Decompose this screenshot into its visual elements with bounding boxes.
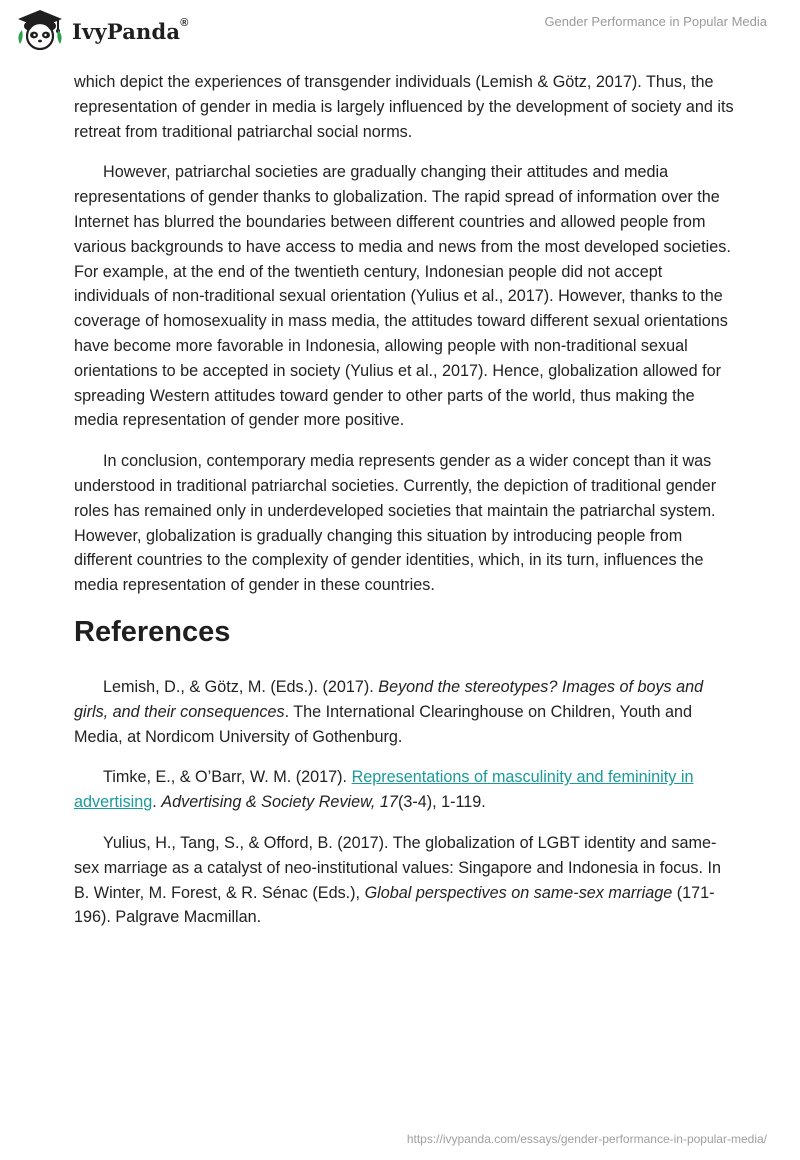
document-title: Gender Performance in Popular Media (544, 14, 767, 29)
reference-item: Timke, E., & O’Barr, W. M. (2017). Representations of masculinity and femininity in advertising. Advertising & Society Review, 17(3-4), 1-119. (74, 768, 694, 812)
reference-link[interactable]: Representations of masculinity and femininity in advertising (74, 768, 694, 812)
paragraph-continued: which depict the experiences of transgender individuals (Lemish & Götz, 2017). Thus, the representation of gender in media is largely influenced by the development of society and its retreat from traditional patriarchal social norms. (74, 73, 734, 141)
reference-item: Yulius, H., Tang, S., & Offord, B. (2017). The globalization of LGBT identity and same-sex marriage as a catalyst of neo-institutional values: Singapore and Indonesia in focus. In B. Winter, M. Forest, & R. Sénac (Eds.), Global perspectives on same-sex marriage (171-196). Palgrave Macmillan. (74, 833, 721, 927)
reference-item: Lemish, D., & Götz, M. (Eds.). (2017). Beyond the stereotypes? Images of boys and girls, and their consequences. The International Clearinghouse on Children, Youth and Media, at Nordicom University of Gothenburg. (74, 677, 704, 746)
essay-content (74, 70, 734, 946)
paragraph-conclusion: In conclusion, contemporary media represents gender as a wider concept than it was understood in traditional patriarchal societies. Currently, the depiction of traditional gender roles has remained only in underdeveloped societies that maintain the patriarchal system. However, globalization is gradually changing this situation by introducing people from different countries to the complexity of gender identities, which, in its turn, influences the media representation of gender in these countries. (74, 452, 717, 595)
page-header (0, 0, 800, 60)
logo-wordmark: IvyPanda® (72, 16, 189, 44)
panda-logo-icon (14, 8, 66, 54)
paragraph-globalization: However, patriarchal societies are gradually changing their attitudes and media representations of gender thanks to globalization. The rapid spread of information over the Internet has blurred the boundaries between different countries and allowed people from various backgrounds to have access to media and news from the most developed societies. For example, at the end of the twentieth century, Indonesian people did not accept individuals of non-traditional sexual orientation (Yulius et al., 2017). However, thanks to the coverage of homosexuality in mass media, the attitudes toward different sexual orientations have become more favorable in Indonesia, allowing people with non-traditional sexual orientations to be accepted in society (Yulius et al., 2017). Hence, globalization allowed for spreading Western attitudes toward gender to other parts of the world, thus making the media representation of gender more positive. (74, 163, 731, 430)
footer-url[interactable]: https://ivypanda.com/essays/gender-performance-in-popular-media/ (406, 1132, 767, 1146)
references-heading: References (74, 615, 231, 648)
ivypanda-logo[interactable] (14, 6, 189, 56)
